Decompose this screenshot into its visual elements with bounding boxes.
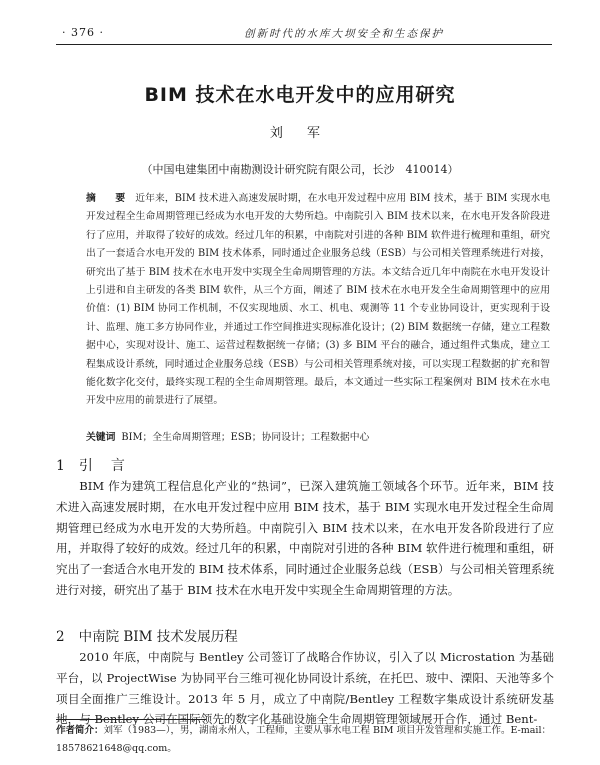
paragraph: BIM 作为建筑工程信息化产业的“热词”，已深入建筑施工领域各个环节。近年来，BIM 技术进入高速发展时期，在水电开发过程中应用 BIM 技术，基于 BIM 实现水电开发过程全生命周期管理已经成为水电开发的大势所趋。中南院引入 BIM 技术以来，在水电开发各阶段进行了应用，并取得了较好的成效。经过几年的积累，中南院对引进的各种 BIM 软件进行梳理和重组，研究出了一套适合水电开发的 BIM 技术体系，同时通过企业服务总线（ESB）与公司相关管理系统进行对接，研究出了基于 BIM 技术在水电开发中实现全生命周期管理的方法。 <box>56 479 554 597</box>
section-title: 引言 <box>78 458 143 474</box>
footnote-label: 作者简介： <box>56 725 104 736</box>
keywords-label: 关键词 <box>86 432 116 443</box>
author-footnote <box>56 722 554 758</box>
paragraph: 2010 年底，中南院与 Bentley 公司签订了战略合作协议，引入了以 Microstation 为基础平台，以 ProjectWise 为协同平台三维可视化协同设计系统，在托巴、玻中、溧阳、天池等多个项目全面推广三维设计。2013 年 5 月，成立了中南院/Bentley 工程数字集成设计系统研发基地，与 Bentley 公司在国际领先的数字化基础设施全生命周期管理领域展开合作，通过 Bent- <box>56 650 554 727</box>
paper-author: 刘 军 <box>269 126 331 141</box>
section-body-history <box>56 647 554 730</box>
section-heading-history <box>56 625 238 645</box>
section-heading-introduction <box>56 455 143 475</box>
footnote-text: 刘军（1983—），男，湖南永州人，工程师，主要从事水电工程 BIM 项目开发管理和实施工作。E-mail：18578621648@qq.com。 <box>56 725 552 754</box>
abstract-text: 近年来，BIM 技术进入高速发展时期，在水电开发过程中应用 BIM 技术，基于 BIM 实现水电开发过程全生命周期管理已经成为水电开发的大势所趋。中南院引入 BIM 技术以来，在水电开发各阶段进行了应用，并取得了较好的成效。经过几年的积累，中南院对引进的各种 BIM 软件进行梳理和重组，研究出了一套适合水电开发的 BIM 技术体系，同时通过企业服务总线（ESB）与公司相关管理系统进行对接，研究出了基于 BIM 技术在水电开发中实现全生命周期管理的方法。本文结合近几年中南院在水电开发设计上引进和自主研发的各类 BIM 软件，从三个方面，阐述了 BIM 技术在水电开发全生命周期管理中的应用价值：(1) BIM 协同工作机制，不仅实现地质、水工、机电、观测等 11 个专业协同设计，更实现利于设计、监理、施工多方协同作业，并通过工作空间推进实现标准化设计；(2) BIM 数据统一存储，建立工程数据中心，实现对设计、施工、运营过程数据统一存储；(3) 多 BIM 平台的融合，通过组件式集成，建立工程集成设计系统，同时通过企业服务总线（ESB）与公司相关管理系统对接，可以实现工程数据的扩充和智能化数字化交付，最终实现工程的全生命周期管理。最后，本文通过一些实际工程案例对 BIM 技术在水电开发中应用的前景进行了展望。 <box>86 193 550 407</box>
footnote-rule <box>56 719 206 720</box>
page-number: · 376 · <box>62 26 104 39</box>
section-body-introduction <box>56 476 554 601</box>
section-number: 2 <box>56 629 65 645</box>
section-number: 1 <box>56 458 65 474</box>
abstract-label: 摘 要 <box>86 193 134 204</box>
running-header <box>56 26 552 45</box>
paper-affiliation: （中国电建集团中南勘测设计研究院有限公司，长沙 410014） <box>141 163 459 176</box>
section-title: 中南院 BIM 技术发展历程 <box>78 629 238 645</box>
abstract <box>86 190 550 411</box>
keywords <box>86 429 550 447</box>
keywords-text: BIM；全生命周期管理；ESB；协同设计；工程数据中心 <box>121 432 370 443</box>
journal-title: 创新时代的水库大坝安全和生态保护 <box>244 28 444 40</box>
paper-title: BIM 技术在水电开发中的应用研究 <box>144 84 456 106</box>
